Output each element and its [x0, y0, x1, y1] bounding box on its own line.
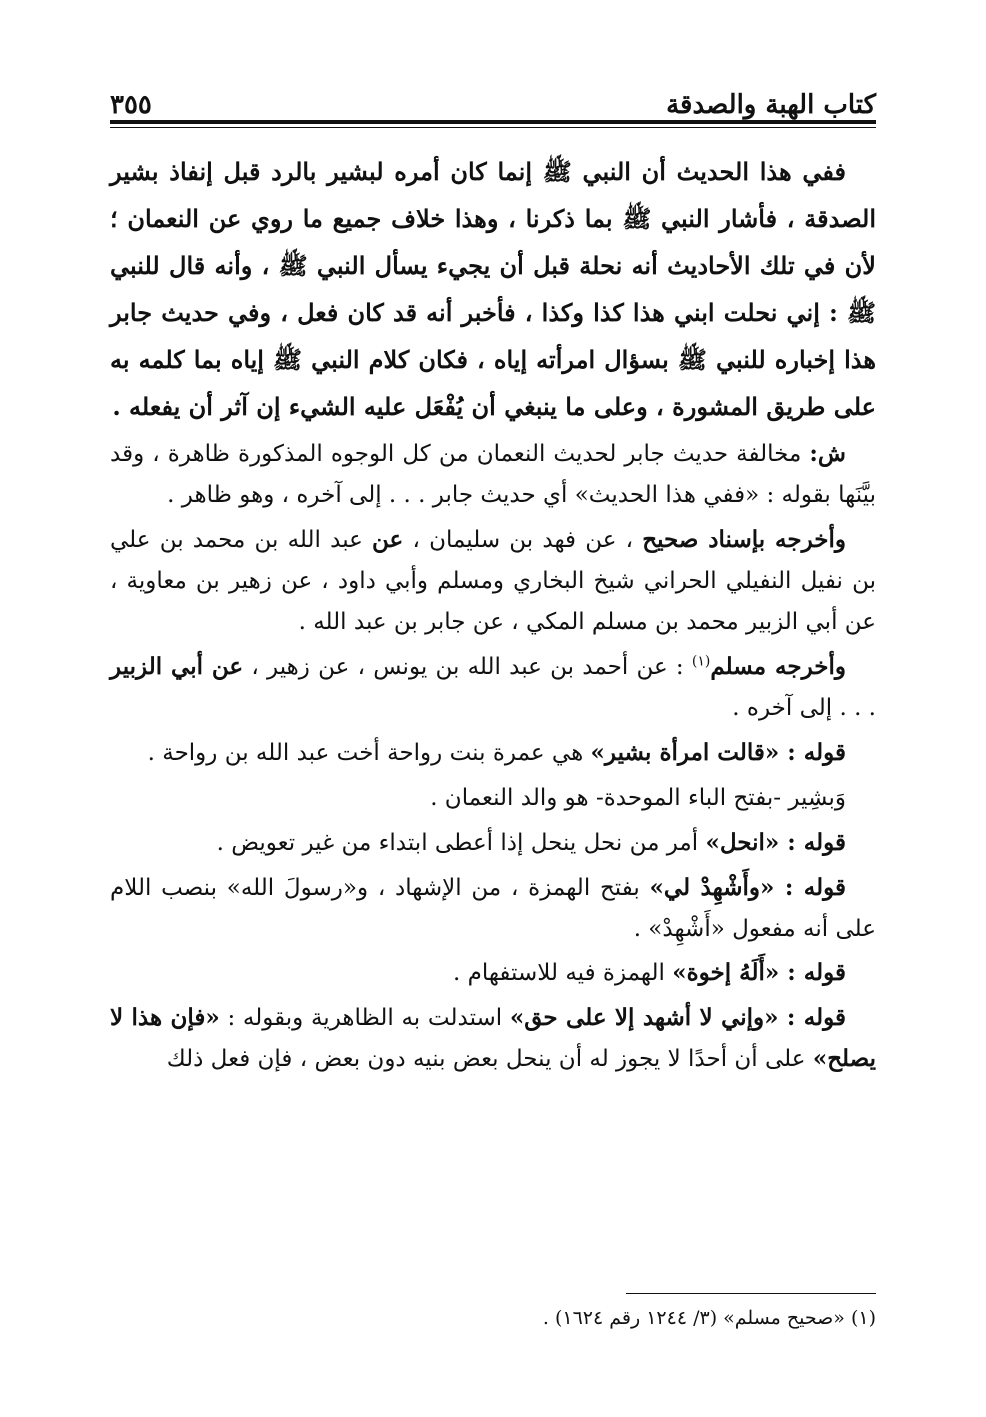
muslim-text-1: : عن أحمد بن عبد الله بن يونس ، عن زهير ، [243, 653, 692, 680]
footnote-rule [626, 1293, 876, 1294]
main-text-paragraph: ففي هذا الحديث أن النبي ﷺ إنما كان أمره لبشير بالرد قبل إنفاذ بشير الصدقة ، فأشار النبي ﷺ بما ذكرنا ، وهذا خلاف جميع ما روي عن النعمان ؛ لأن في تلك الأحاديث أنه نحلة قبل أن يجيء يسأل النبي ﷺ ، وأنه قال للنبي ﷺ : إني نحلت ابني هذا كذا وكذا ، فأخبر أنه قد كان فعل ، وفي حديث جابر هذا إخباره للنبي ﷺ بسؤال امرأته إياه ، فكان كلام النبي ﷺ إياه بما كلمه به على طريق المشورة ، وعلى ما ينبغي أن يُفْعَل عليه الشيء إن آثر أن يفعله . [110, 157, 876, 422]
explanation-paragraph: وَبشِير -بفتح الباء الموحدة- هو والد النعمان . [430, 784, 846, 811]
footnote-ref: (١) [691, 653, 711, 670]
page-body [110, 148, 876, 1080]
isnad-bold: عن [372, 526, 404, 554]
commentary-text: مخالفة حديث جابر لحديث النعمان من كل الوجوه المذكورة ظاهرة ، وقد بيَّنَها بقوله : «ففي هذا الحديث» أي حديث جابر . . . إلى آخره ، وهو ظاهر . [110, 441, 876, 509]
isnad-lead: وأخرجه بإسناد صحيح [642, 526, 846, 554]
explanation-paragraph [110, 868, 876, 950]
footnote: (١) «صحيح مسلم» (٣/ ١٢٤٤ رقم ١٦٢٤) . [542, 1307, 876, 1329]
isnad-text-2: عبد الله بن محمد بن علي بن نفيل النفيلي الحراني شيخ البخاري ومسلم وأبي داود ، عن زهير بن معاوية ، عن أبي الزبير محمد بن مسلم المكي ، عن جابر بن عبد الله . [110, 527, 876, 635]
explanation-text-1: استدلت به الظاهرية وبقوله : [219, 1005, 510, 1032]
quote-lead: قوله : «وإني لا أشهد إلا على حق» [509, 1004, 846, 1032]
quote-lead: قوله : «قالت امرأة بشير» [590, 738, 846, 766]
page-number: ٣٥٥ [110, 90, 152, 120]
muslim-lead: وأخرجه مسلم [710, 652, 846, 680]
muslim-paragraph [110, 647, 876, 729]
explanation-text: بفتح الهمزة ، من الإشهاد ، و«رسولَ الله» بنصب اللام على أنه مفعول «أَشْهِدْ» . [110, 874, 876, 942]
explanation-text: الهمزة فيه للاستفهام . [452, 960, 673, 987]
muslim-bold: عن أبي الزبير [110, 652, 244, 680]
quote-lead: قوله : «انحل» [705, 828, 846, 856]
quote-bold: «فإن هذا لا يصلح» [110, 1004, 876, 1073]
isnad-text-1: ، عن فهد بن سليمان ، [403, 527, 643, 554]
explanation-text: هي عمرة بنت رواحة أخت عبد الله بن رواحة . [147, 739, 591, 766]
explanation-paragraph [110, 823, 876, 864]
commentary-marker: ش: [809, 440, 846, 468]
muslim-text-2: . . . إلى آخره . [732, 694, 876, 721]
commentary-paragraph [110, 434, 876, 516]
header-rule [110, 120, 876, 124]
quote-lead: قوله : «وأَشْهِدْ لي» [649, 873, 846, 901]
explanation-paragraph [110, 733, 876, 774]
chapter-title: كتاب الهبة والصدقة [666, 90, 876, 120]
explanation-paragraph [110, 953, 876, 994]
quote-lead: قوله : «أَلَهُ إخوة» [672, 959, 846, 987]
header-rule-thin [110, 127, 876, 128]
explanation-text: أمر من نحل ينحل إذا أعطى ابتداء من غير تعويض . [216, 829, 706, 856]
running-header [110, 78, 876, 118]
explanation-paragraph [110, 998, 876, 1080]
isnad-paragraph [110, 520, 876, 643]
explanation-text-2: على أن أحدًا لا يجوز له أن ينحل بعض بنيه دون بعض ، فإن فعل ذلك [166, 1046, 813, 1073]
